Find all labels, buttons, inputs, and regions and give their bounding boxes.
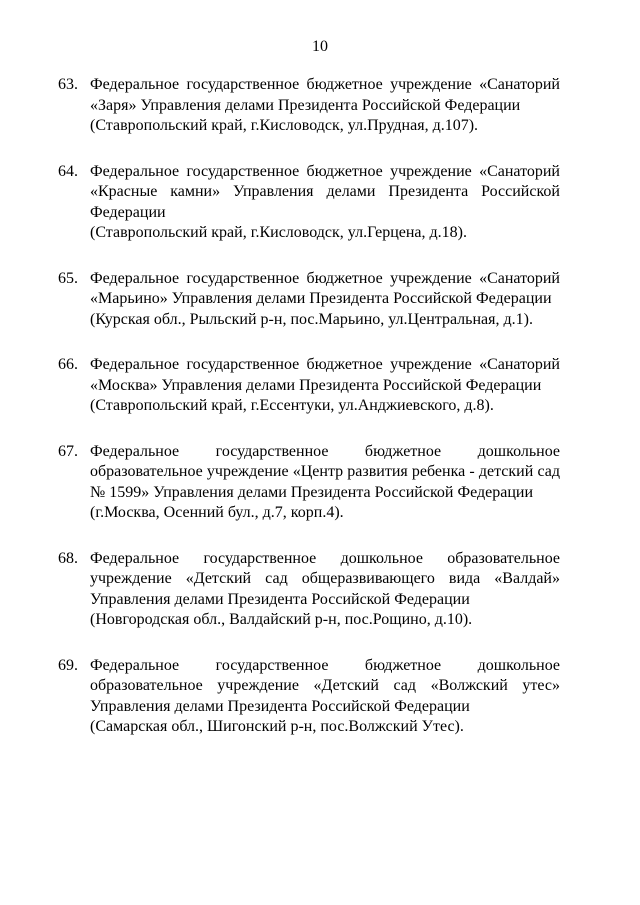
institution-name: Федеральное государственное бюджетное дошкольное образовательное учреждение «Детский сад «Волжский утес» Управления делами Президента Российской Федерации: [90, 656, 560, 715]
item-number: 68.: [58, 549, 78, 567]
institution-address: (Самарская обл., Шигонский р-н, пос.Волжский Утес).: [90, 718, 464, 735]
institution-name: Федеральное государственное бюджетное учреждение «Санаторий «Москва» Управления делами Президента Российской Федерации: [90, 356, 560, 394]
item-number: 63.: [58, 76, 78, 93]
item-number: 64.: [58, 162, 78, 180]
list-item: [58, 75, 560, 137]
list-item: [58, 549, 560, 631]
institution-name: Федеральное государственное бюджетное учреждение «Санаторий «Марьино» Управления делами Президента Российской Федерации: [90, 269, 560, 307]
institution-address: (Новгородская обл., Валдайский р-н, пос.Рощино, д.10).: [90, 611, 473, 628]
list-item: [58, 269, 560, 331]
item-number: 66.: [58, 356, 78, 373]
page-number: 10: [312, 38, 328, 55]
list-item: [58, 355, 560, 417]
institution-address: (Ставропольский край, г.Кисловодск, ул.Герцена, д.18).: [90, 224, 467, 241]
institution-name: Федеральное государственное дошкольное образовательное учреждение «Детский сад общеразвивающего вида «Валдай» Управления делами Президента Российской Федерации: [90, 549, 560, 608]
item-number: 67.: [58, 442, 78, 460]
institution-address: (Курская обл., Рыльский р-н, пос.Марьино, ул.Центральная, д.1).: [90, 310, 533, 328]
list-item: [58, 442, 560, 524]
list-item: [58, 656, 560, 738]
institution-address: (Ставропольский край, г.Ессентуки, ул.Анджиевского, д.8).: [90, 397, 494, 414]
institution-name: Федеральное государственное бюджетное учреждение «Санаторий «Заря» Управления делами Президента Российской Федерации: [90, 76, 560, 114]
item-number: 65.: [58, 269, 78, 287]
institution-name: Федеральное государственное бюджетное учреждение «Санаторий «Красные камни» Управления делами Президента Российской Федерации: [90, 162, 560, 221]
item-number: 69.: [58, 656, 78, 674]
list-item: [58, 162, 560, 244]
institution-address: (Ставропольский край, г.Кисловодск, ул.Прудная, д.107).: [90, 117, 479, 134]
institution-list: [58, 75, 560, 763]
institution-address: (г.Москва, Осенний бул., д.7, корп.4).: [90, 504, 344, 521]
institution-name: Федеральное государственное бюджетное дошкольное образовательное учреждение «Центр развития ребенка - детский сад № 1599» Управления делами Президента Российской Федерации: [90, 442, 560, 501]
